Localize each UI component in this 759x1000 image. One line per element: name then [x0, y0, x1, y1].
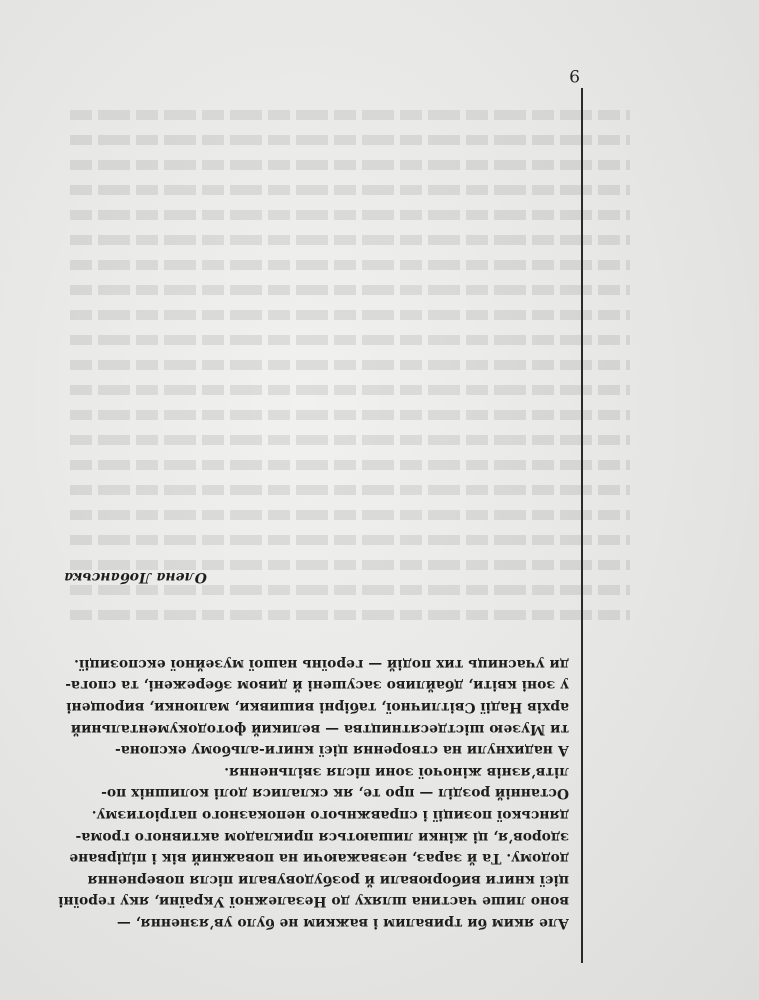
text-line: Але яким би тривалим і важким не було ув’язнення, — [116, 915, 569, 931]
text-line: А надихнули на створення цієї книги-альбому експона- [114, 742, 569, 759]
paragraph-2 [49, 652, 569, 760]
text-line: здоров’я, ці жінки лишаються прикладом активного грома- [75, 828, 569, 845]
text-line: цієї книги виборювали й розбудовували після повернення [87, 871, 569, 888]
text-line: літв’язнів жіночої зони після звільнення. [224, 763, 569, 780]
text-line: ти Музею шістдесятництва — великий фотодокументальний [70, 720, 569, 737]
body-text [49, 652, 569, 933]
text-line: архів Надії Світличної, табірні вишивки, малюнки, вирощені [66, 699, 569, 716]
author-signature: Олена Лобанська [64, 569, 207, 585]
text-line: воно лише частина шляху до Незалежної України, яку героїні [58, 893, 569, 910]
text-line: додому. Та й зараз, незважаючи на поважний вік і підірване [69, 850, 569, 867]
text-line: у зоні квіти, дбайливо засушені й дивом збережені, та спога- [65, 677, 569, 694]
page-number: 9 [569, 65, 580, 85]
text-line: Останній розділ — про те, як склалися долі колишніх по- [101, 785, 569, 802]
paragraph-1 [49, 760, 569, 933]
margin-rule [581, 88, 583, 963]
text-line: ди учасниць тих подій — героїнь нашої музейної експозиції. [74, 655, 569, 672]
text-line: дянської позиції і справжнього непоказного патріотизму. [91, 807, 569, 824]
